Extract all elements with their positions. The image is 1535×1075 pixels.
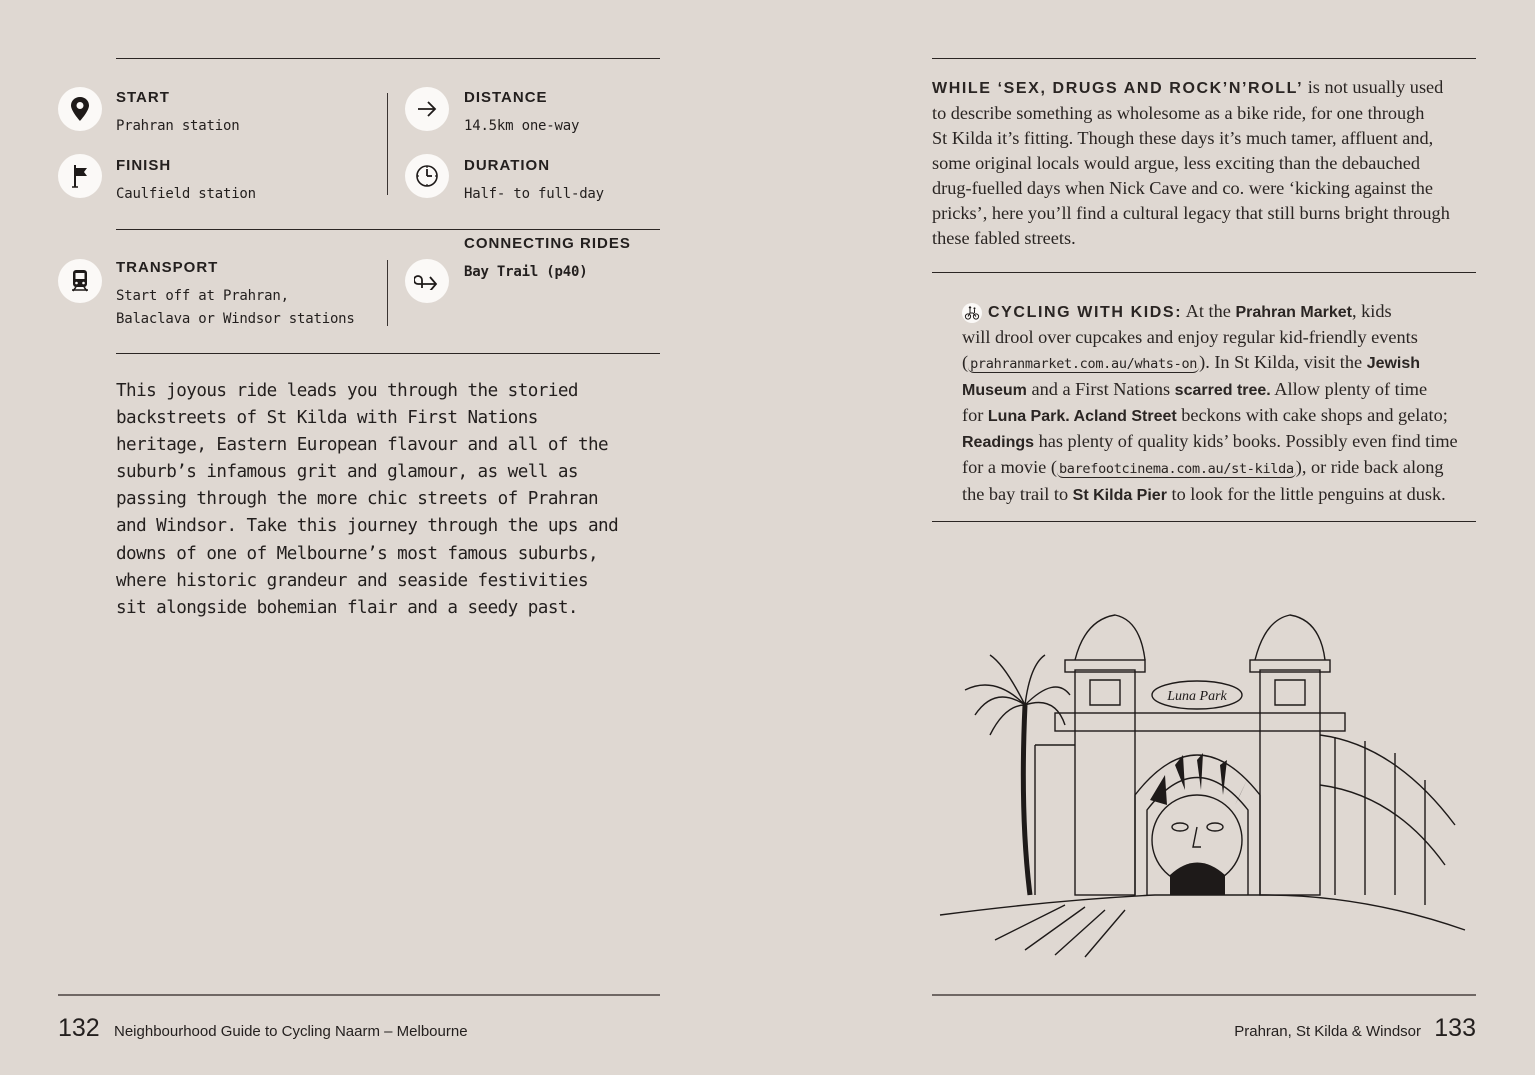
finish-value: Caulfield station [116,186,256,202]
duration-icon-badge [405,154,449,198]
intro-line: heritage, Eastern European flavour and all of the [116,435,609,456]
link-prahran-market[interactable]: prahranmarket.com.au/whats-on [970,356,1198,372]
flag-icon [69,163,91,189]
connecting-value[interactable]: Bay Trail (p40) [464,264,588,280]
footer-rule-right [932,994,1476,996]
finish-label: FINISH [116,157,172,174]
bottom-rule-right [932,521,1476,522]
link-barefoot-cinema[interactable]: barefootcinema.com.au/st-kilda [1058,461,1294,477]
arrow-right-icon [416,100,438,118]
place-readings: Readings [962,434,1035,451]
map-pin-icon [69,96,91,122]
transport-value-line-2: Balaclava or Windsor stations [116,311,355,327]
bicycle-kids-icon [962,303,982,323]
place-jewish-museum: Jewish [1366,355,1421,372]
kids-line: will drool over cupcakes and enjoy regular kid-friendly events [962,327,1418,347]
mid-rule-right [932,272,1476,273]
kids-text: ). In St Kilda, visit the [1199,352,1367,372]
footer-title-right: Prahran, St Kilda & Windsor [1234,1023,1421,1040]
duration-value: Half- to full-day [464,186,604,202]
top-rule-left [116,58,660,59]
kids-text: and a First Nations [1026,379,1175,399]
place-jewish-museum: Museum [962,382,1027,399]
luna-park-sign-text: Luna Park [1167,689,1227,704]
place-prahran-market: Prahran Market [1235,304,1352,321]
kids-text: , kids [1351,301,1392,321]
lead-paragraph [932,75,1450,251]
duration-label: DURATION [464,157,551,174]
kids-box [962,299,1458,508]
intro-line: and Windsor. Take this journey through the ups and [116,516,619,537]
kids-text: for a movie ( [962,457,1057,477]
start-icon-badge [58,87,102,131]
loop-arrow-icon [414,272,440,290]
connecting-icon-badge [405,259,449,303]
luna-park-illustration [935,595,1475,965]
lead-line: to describe something as wholesome as a bike ride, for one through [932,103,1425,123]
kids-text: beckons with cake shops and gelato; [1176,405,1448,425]
kids-text: for [962,405,988,425]
page-number-left: 132 [58,1014,100,1042]
transport-icon-badge [58,259,102,303]
info-divider-bottom [387,260,388,326]
transport-value-line-1: Start off at Prahran, [116,288,289,304]
start-label: START [116,89,170,106]
intro-line: passing through the more chic streets of Prahran [116,489,599,510]
transport-label: TRANSPORT [116,259,219,276]
intro-line: where historic grandeur and seaside festivities [116,570,588,591]
bottom-rule-left [116,353,660,354]
kids-text: At the [1182,301,1236,321]
lead-line-1-rest: is not usually used [1303,77,1444,97]
kids-text: Allow plenty of time [1270,379,1428,399]
lead-line: these fabled streets. [932,228,1076,248]
intro-line: downs of one of Melbourne’s most famous suburbs, [116,543,599,564]
intro-line: This joyous ride leads you through the storied [116,381,578,401]
lead-caps: WHILE ‘SEX, DRUGS AND ROCK’N’ROLL’ [932,80,1304,97]
distance-value: 14.5km one-way [464,118,580,134]
info-divider-top [387,93,388,195]
lead-line: St Kilda it’s fitting. Though these days it’s much tamer, affluent and, [932,128,1434,148]
lead-line: pricks’, here you’ll find a cultural legacy that still burns bright through [932,203,1450,223]
mid-rule-left [116,229,660,230]
lead-line: drug-fuelled days when Nick Cave and co. were ‘kicking against the [932,178,1434,198]
lead-line: some original locals would argue, less exciting than the debauched [932,153,1421,173]
top-rule-right [932,58,1476,59]
intro-line: backstreets of St Kilda with First Nations [116,408,538,429]
clock-icon [415,164,439,188]
intro-line: suburb’s infamous grit and glamour, as well as [116,462,578,483]
footer-rule-left [58,994,660,996]
page-number-right: 133 [1434,1014,1476,1042]
distance-icon-badge [405,87,449,131]
kids-heading: CYCLING WITH KIDS: [988,304,1183,321]
connecting-label: CONNECTING RIDES [464,235,631,252]
kids-text: has plenty of quality kids’ books. Possibly even find time [1034,431,1458,451]
intro-line: sit alongside bohemian flair and a seedy past. [116,597,578,618]
place-luna-park-acland-street: Luna Park. Acland Street [987,408,1177,425]
intro-paragraph [116,378,676,622]
footer-title-left: Neighbourhood Guide to Cycling Naarm – Melbourne [114,1023,468,1040]
kids-text: ), or ride back along [1295,457,1444,477]
finish-icon-badge [58,154,102,198]
kids-text: the bay trail to [962,484,1073,504]
train-icon [70,269,90,293]
place-scarred-tree: scarred tree. [1174,382,1271,399]
place-st-kilda-pier: St Kilda Pier [1072,487,1167,504]
kids-text: ( [962,352,969,372]
distance-label: DISTANCE [464,89,548,106]
kids-text: to look for the little penguins at dusk. [1166,484,1446,504]
start-value: Prahran station [116,118,240,134]
